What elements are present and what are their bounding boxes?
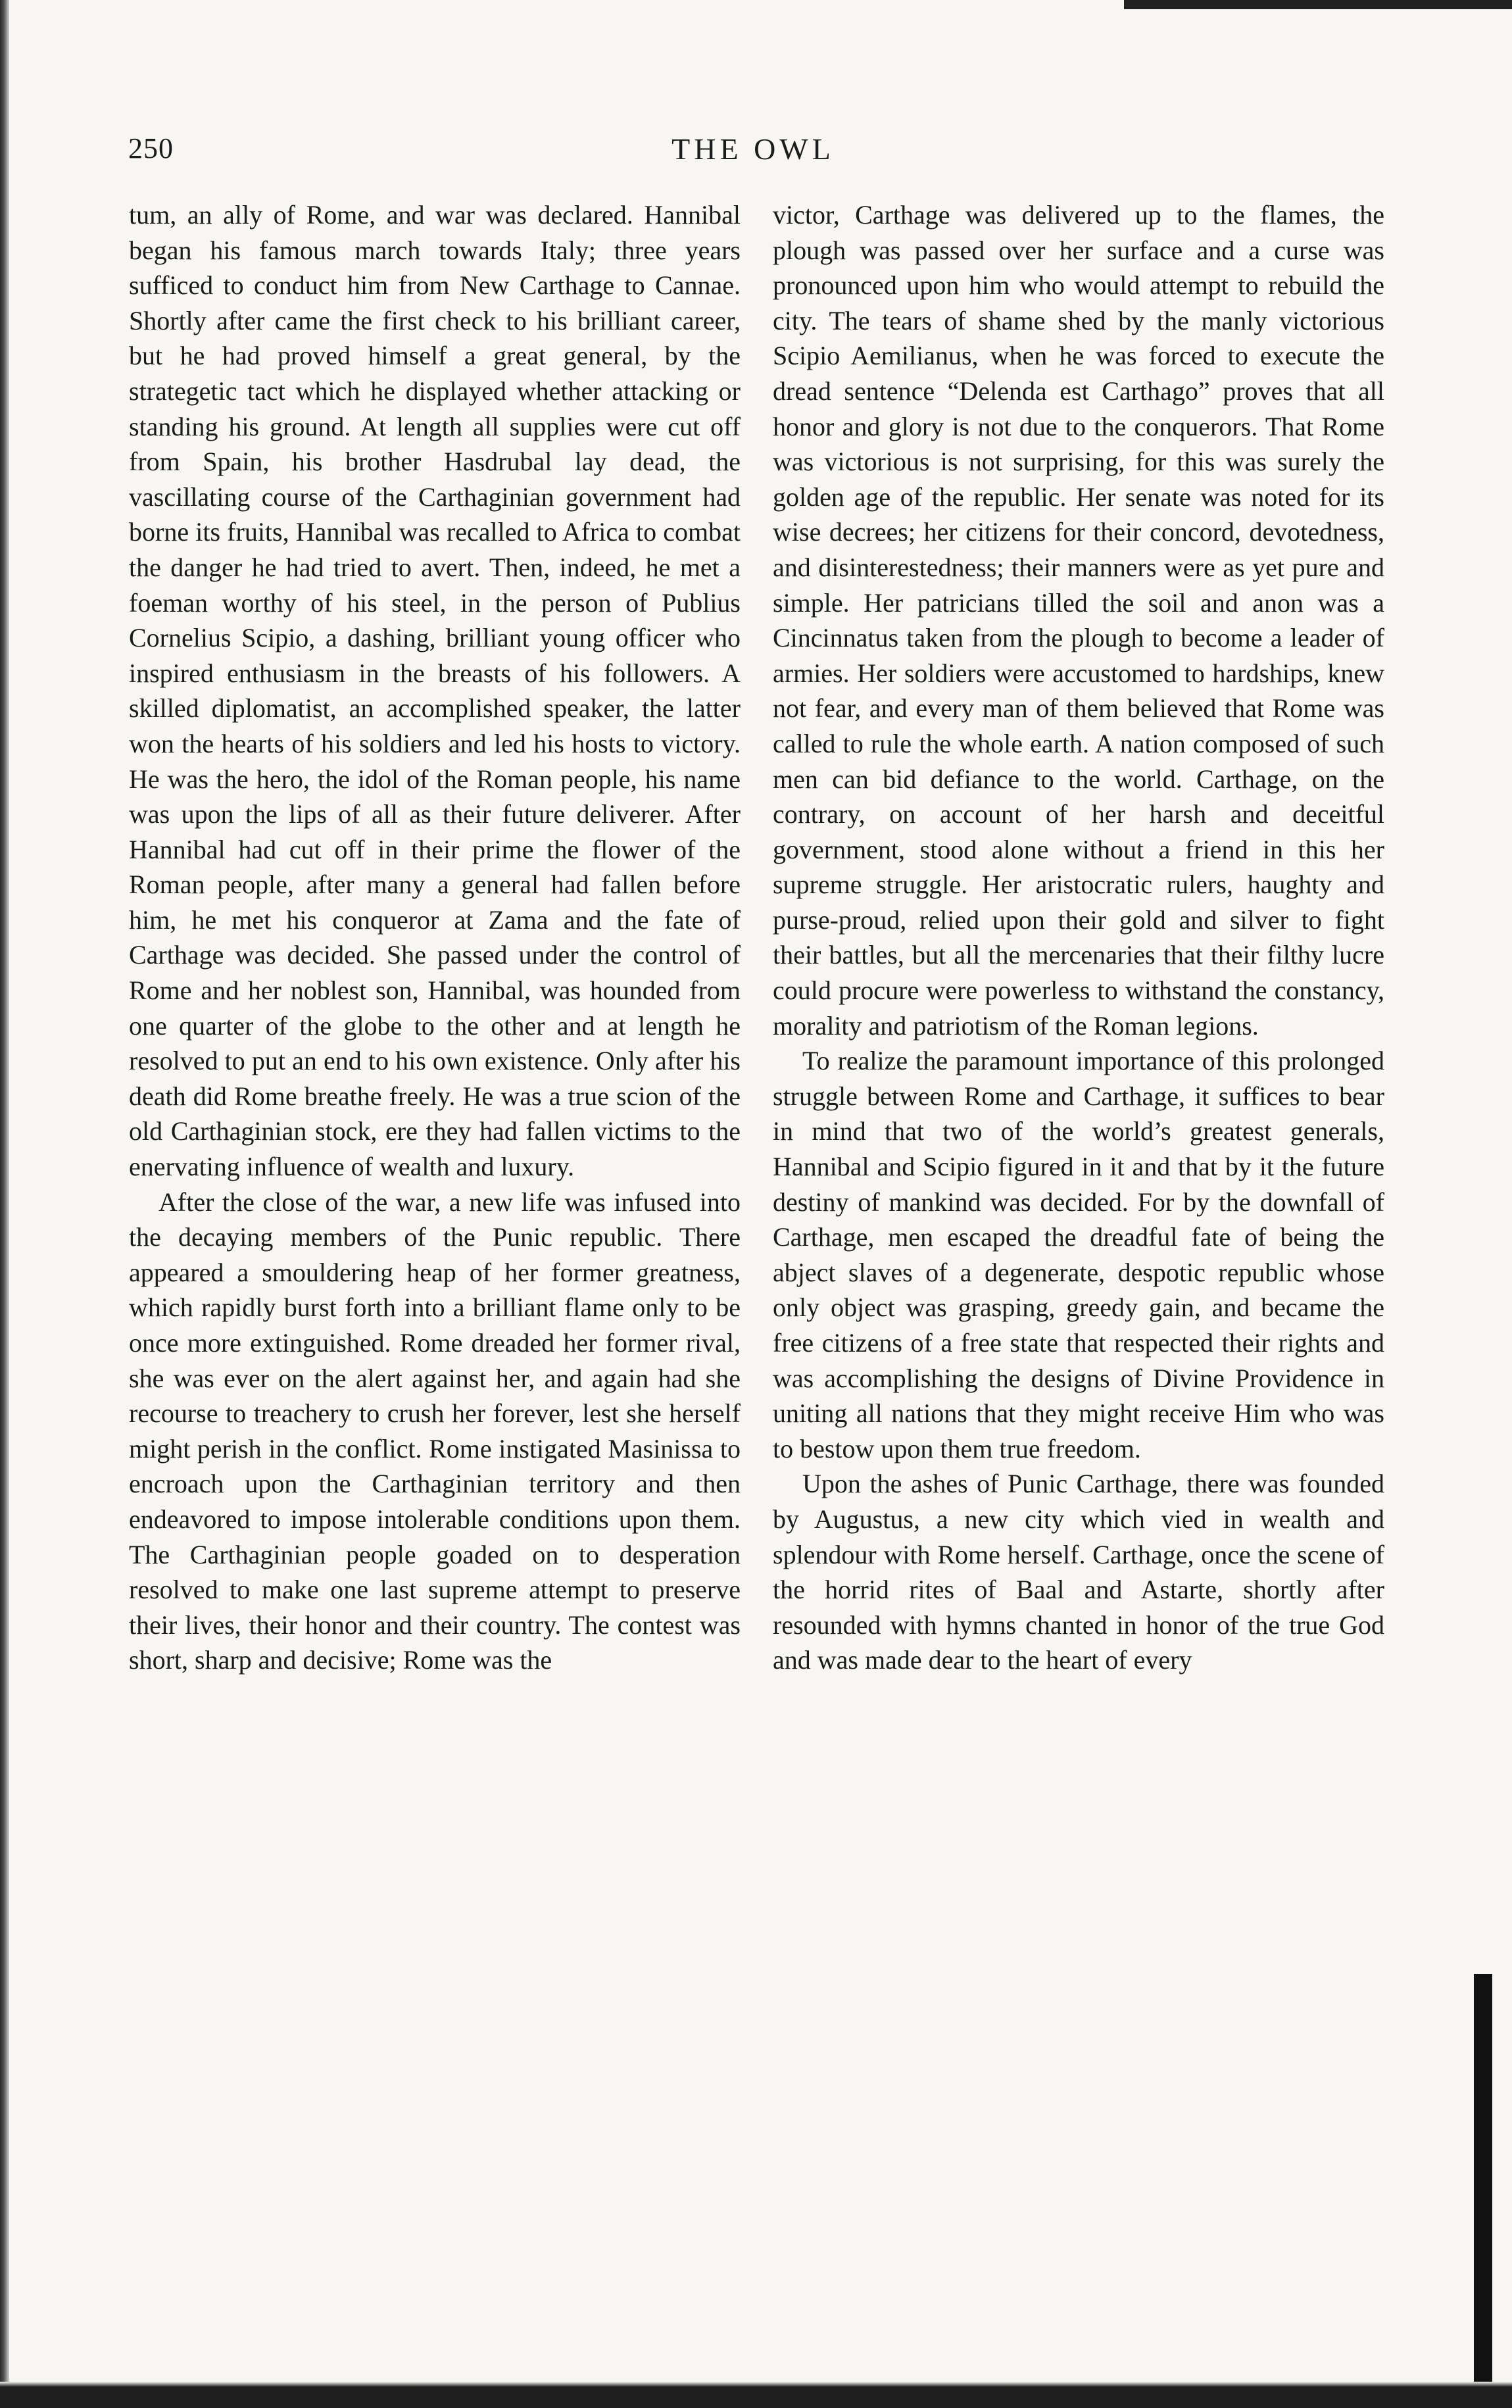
scan-bottom-edge [0, 2382, 1512, 2408]
paragraph: Upon the ashes of Punic Carthage, there was founded by Augustus, a new city which vied in wealth and splendour with Rome herself. Carthage, once the scene of the horrid rites of Baal and Astarte, shortly after resounded with hymns chanted in honor of the true God and was made dear to the heart of every [773, 1469, 1384, 1675]
scan-right-edge-mark [1474, 1974, 1492, 2382]
paragraph: To realize the paramount importance of this prolonged struggle between Rome and Carthage, it suffices to bear in mind that two of the world’s greatest generals, Hannibal and Scipio figured in it and that by it the future destiny of mankind was decided. For by the downfall of Carthage, men escaped the dreadful fate of being the abject slaves of a degenerate, despotic republic whose only object was grasping, greedy gain, and became the free citizens of a free state that respected their rights and was accomplishing the designs of Divine Providence in uniting all nations that they might receive Him who was to bestow upon them true freedom. [773, 1046, 1384, 1463]
paragraph: After the close of the war, a new life was infused into the decaying members of the Punic republic. There appeared a smouldering heap of her former greatness, which rapidly burst forth into a brilliant flame only to be once more extinguished. Rome dreaded her former rival, she was ever on the alert against her, and again had she recourse to treachery to crush her forever, lest she herself might perish in the conflict. Rome instigated Masinissa to encroach upon the Carthaginian territory and then endeavored to impose intolerable conditions upon them. The Carthaginian people goaded on to desperation resolved to make one last supreme attempt to preserve their lives, their honor and their country. The contest was short, sharp and decisive; Rome was the [129, 1187, 741, 1675]
scan-top-rule [1124, 0, 1512, 9]
paragraph: victor, Carthage was delivered up to the flames, the plough was passed over her surface and a curse was pronounced upon him who would attempt to rebuild the city. The tears of shame shed by the manly victorious Scipio Aemilianus, when he was forced to execute the dread sentence “Delenda est Carthago” proves that all honor and glory is not due to the conquerors. That Rome was victorious is not surprising, for this was surely the golden age of the republic. Her senate was noted for its wise decrees; her citizens for their concord, devotedness, and disinterestedness; their manners were as yet pure and simple. Her patricians tilled the soil and anon was a Cincinnatus taken from the plough to become a leader of armies. Her soldiers were accustomed to hardships, knew not fear, and every man of them believed that Rome was called to rule the whole earth. A nation composed of such men can bid defiance to the world. Carthage, on the contrary, on account of her harsh and deceitful government, stood alone without a friend in this her supreme struggle. Her aristocratic rulers, haughty and purse-proud, relied upon their gold and silver to fight their battles, but all the mercenaries that their filthy lucre could procure were powerless to withstand the constancy, morality and patriotism of the Roman legions. [773, 200, 1384, 1041]
paragraph: tum, an ally of Rome, and war was declared. Hannibal began his famous march towards Italy; three years sufficed to conduct him from New Carthage to Cannae. Shortly after came the first check to his brilliant career, but he had proved himself a great general, by the strategetic tact which he displayed whether attacking or standing his ground. At length all supplies were cut off from Spain, his brother Hasdrubal lay dead, the vascillating course of the Carthaginian government had borne its fruits, Hannibal was recalled to Africa to combat the danger he had tried to avert. Then, indeed, he met a foeman worthy of his steel, in the person of Publius Cornelius Scipio, a dashing, brilliant young officer who inspired enthusiasm in the breasts of his followers. A skilled diplomatist, an accomplished speaker, the latter won the hearts of his soldiers and led his hosts to victory. He was the hero, the idol of the Roman people, his name was upon the lips of all as their future deliverer. After Hannibal had cut off in their prime the flower of the Roman people, after many a general had fallen before him, he met his conqueror at Zama and the fate of Carthage was decided. She passed under the control of Rome and her noblest son, Hannibal, was hounded from one quarter of the globe to the other and at length he resolved to put an end to his own existence. Only after his death did Rome breathe freely. He was a true scion of the old Carthaginian stock, ere they had fallen victims to the enervating influence of wealth and luxury. [129, 200, 741, 1182]
scan-left-edge [0, 0, 9, 2408]
left-column [129, 197, 741, 1678]
page-number: 250 [128, 132, 174, 164]
right-column [773, 197, 1384, 1678]
running-title: THE OWL [671, 132, 835, 166]
page-header [122, 132, 1384, 184]
